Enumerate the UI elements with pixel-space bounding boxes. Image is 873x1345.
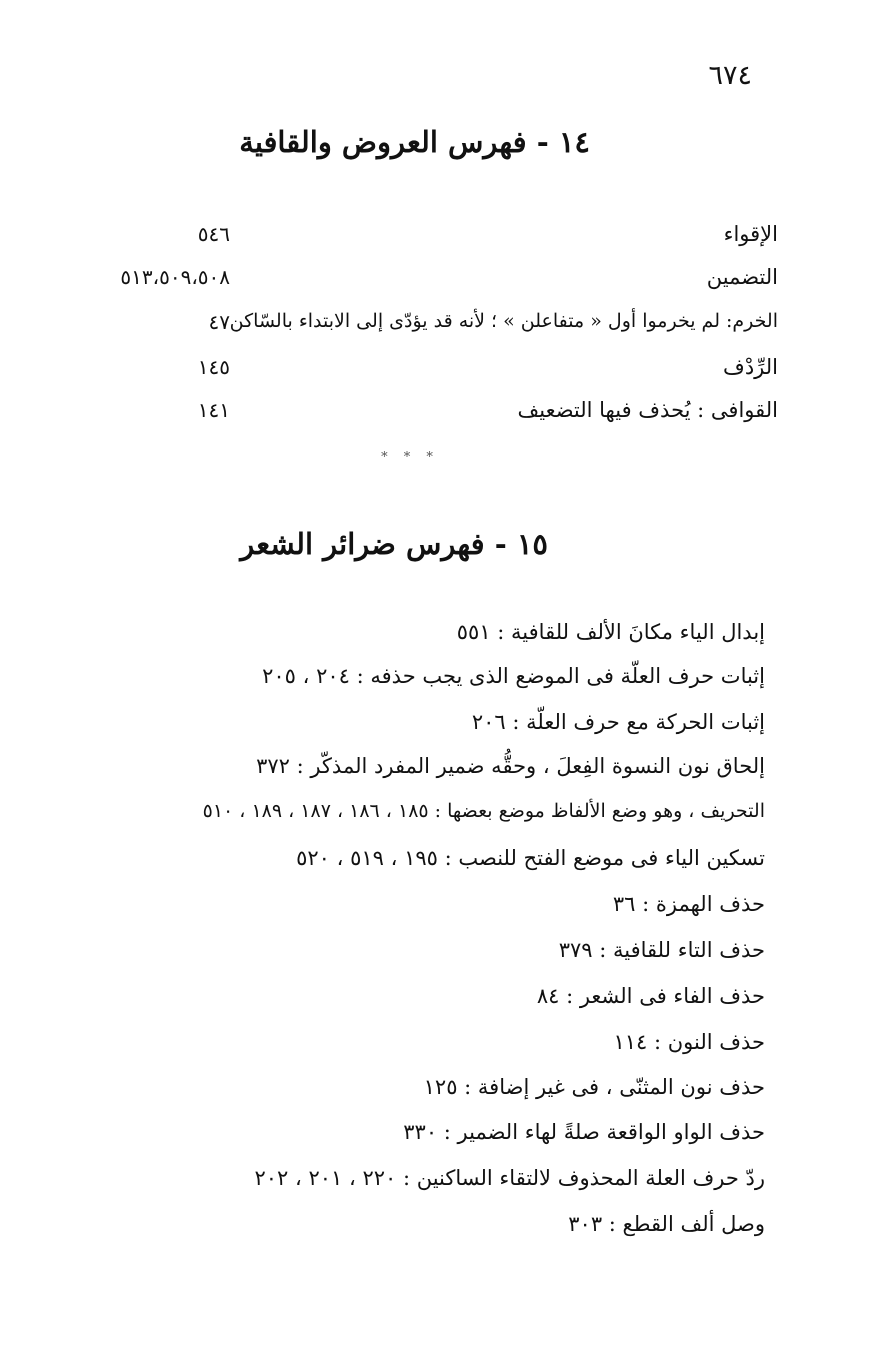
list-item: حذف الواو الواقعة صلةً لهاء الضمير : ٣٣٠: [403, 1120, 765, 1144]
list-item: التحريف ، وهو وضع الألفاظ موضع بعضها : ١٨٥ ، ١٨٦ ، ١٨٧ ، ١٨٩ ، ٥١٠: [202, 800, 765, 822]
index-pages: ٥١٣،٥٠٩،٥٠٨: [120, 265, 230, 289]
list-item: حذف النون : ١١٤: [613, 1030, 765, 1054]
index-row: [30, 222, 778, 260]
section-14-heading: ١٤ - فهرس العروض والقافية: [239, 125, 590, 159]
list-item: وصل ألف القطع : ٣٠٣: [568, 1212, 765, 1236]
list-item: إثبات حرف العلّة فى الموضع الذى يجب حذفه : ٢٠٤ ، ٢٠٥: [262, 664, 765, 688]
index-term: الرِّدْف: [723, 355, 778, 379]
index-row: [30, 355, 778, 393]
list-item: حذف الفاء فى الشعر : ٨٤: [536, 984, 765, 1008]
list-item: ردّ حرف العلة المحذوف لالتقاء الساكنين : ٢٢٠ ، ٢٠١ ، ٢٠٢: [254, 1166, 765, 1190]
index-row: [30, 310, 778, 348]
index-pages: ١٤٥: [197, 355, 230, 379]
index-term: القوافى : يُحذف فيها التضعيف: [517, 398, 778, 422]
index-pages: ٤٧: [208, 310, 230, 334]
index-pages: ٥٤٦: [197, 222, 230, 246]
list-item: حذف الهمزة : ٣٦: [612, 892, 765, 916]
index-pages: ١٤١: [197, 398, 230, 422]
index-term: الإقواء: [723, 222, 778, 246]
list-item: حذف نون المثنّى ، فى غير إضافة : ١٢٥: [423, 1075, 765, 1099]
index-term: الخرم: لم يخرموا أول « متفاعلن » ؛ لأنه قد يؤدّى إلى الابتداء بالسّاكن: [229, 310, 778, 332]
index-row: [30, 265, 778, 303]
list-item: إثبات الحركة مع حرف العلّة : ٢٠٦: [471, 710, 765, 734]
list-item: إبدال الياء مكانَ الألف للقافية : ٥٥١: [456, 620, 765, 644]
list-item: إلحاق نون النسوة الفِعلَ ، وحقُّه ضمير المفرد المذكّر : ٣٧٢: [256, 754, 765, 778]
index-term: التضمين: [706, 265, 778, 289]
section-separator: * * *: [381, 450, 439, 465]
list-item: حذف التاء للقافية : ٣٧٩: [558, 938, 765, 962]
index-row: [30, 398, 778, 436]
page-number: ٦٧٤: [708, 60, 752, 91]
list-item: تسكين الياء فى موضع الفتح للنصب : ١٩٥ ، ٥١٩ ، ٥٢٠: [296, 846, 765, 870]
section-15-heading: ١٥ - فهرس ضرائر الشعر: [240, 527, 548, 561]
